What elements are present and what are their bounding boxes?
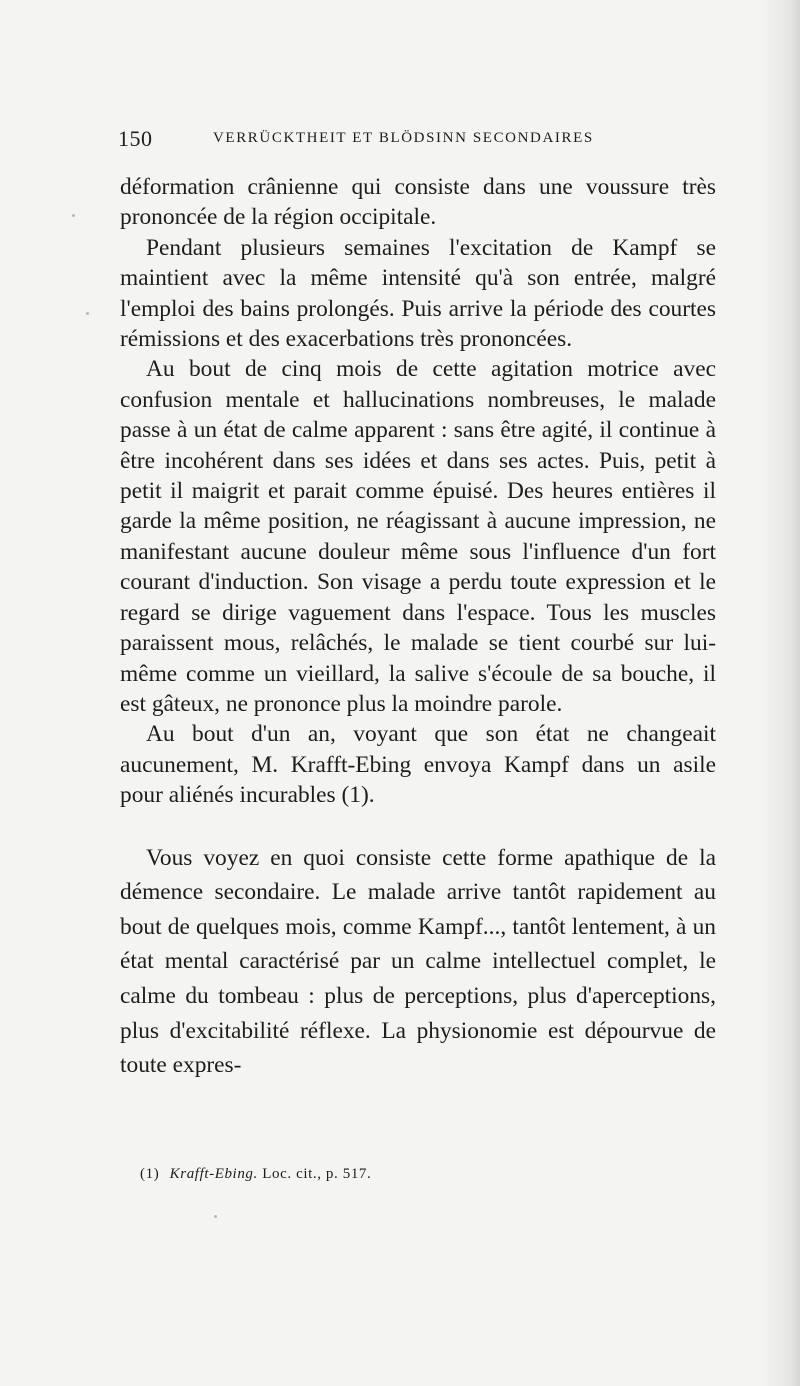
page-number: 150 xyxy=(118,126,153,151)
running-title: VERRÜCKTHEIT ET BLÖDSINN SECONDAIRES xyxy=(213,130,594,146)
paragraph-continuation: déformation crânienne qui consiste dans une voussure très prononcée de la région occipitale. xyxy=(120,174,716,231)
footnote-author: Krafft-Ebing. xyxy=(169,1166,258,1182)
page-header xyxy=(118,118,638,164)
paragraph: Vous voyez en quoi consiste cette forme apathique de la démence secondaire. Le malade arrive tantôt rapidement au bout de quelques mois, comme Kampf..., tantôt lentement, à un état mental caractérisé par un calme intellectuel complet, le calme du tombeau : plus de perceptions, plus d'aperceptions, plus d'excitabilité réflexe. La physionomie est dépourvue de toute expres- xyxy=(120,844,716,1079)
paragraph: Au bout d'un an, voyant que son état ne changeait aucunement, M. Krafft-Ebing envoya Kampf dans un asile pour aliénés incurables (1). xyxy=(120,721,716,809)
print-speck xyxy=(214,1215,217,1218)
print-speck xyxy=(86,312,89,315)
paragraph: Pendant plusieurs semaines l'excitation de Kampf se maintient avec la même intensité qu'à son entrée, malgré l'emploi des bains prolongés. Puis arrive la période des courtes rémissions et des exacerbations très prononcées. xyxy=(120,234,716,353)
footnote-marker: (1) xyxy=(140,1166,160,1182)
paragraph: Au bout de cinq mois de cette agitation motrice avec confusion mentale et hallucinations nombreuses, le malade passe à un état de calme apparent : sans être agité, il continue à être incohérent dans ses idées et dans ses actes. Puis, petit à petit il maigrit et parait comme épuisé. Des heures entières il garde la même position, ne réagissant à aucune impression, ne manifestant aucune douleur même sous l'influence d'un fort courant d'induction. Son visage a perdu toute expression et le regard se dirige vaguement dans l'espace. Tous les muscles paraissent mous, relâchés, le malade se tient courbé sur lui-même comme un vieillard, la salive s'écoule de sa bouche, il est gâteux, ne prononce plus la moindre parole. xyxy=(120,356,716,717)
body-text xyxy=(120,172,716,1083)
footnote xyxy=(140,1166,371,1183)
footnote-reference: Loc. cit., p. 517. xyxy=(262,1166,372,1182)
print-speck xyxy=(72,214,75,217)
